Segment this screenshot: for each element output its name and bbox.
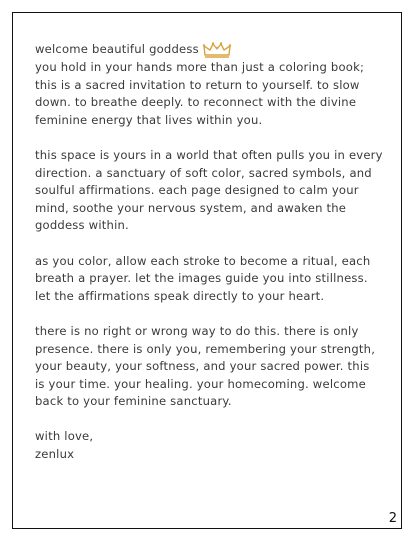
page — [12, 12, 402, 529]
paragraph-presence: there is no right or wrong way to do this. there is only presence. there is only you, remembering your strength, your beauty, your softness, and your sacred power. this is your time. your healing. your homecoming. welcome back to your feminine sanctuary. — [35, 323, 376, 409]
document-body — [35, 41, 383, 464]
signature: zenlux — [35, 447, 75, 462]
closing: with love, — [35, 429, 94, 444]
heading-line — [35, 41, 383, 59]
paragraph-sanctuary: this space is yours in a world that often pulls you in every direction. a sanctuary of soft color, sacred symbols, and soulful affirmations. each page designed to calm your mind, soothe your nervous system, and awaken the goddess within. — [35, 147, 383, 233]
heading: welcome beautiful goddess — [35, 42, 199, 57]
crown-icon — [202, 41, 232, 59]
paragraph-invitation: you hold in your hands more than just a coloring book; this is a sacred invitation to return to yourself. to slow down. to breathe deeply. to reconnect with the divine feminine energy that lives within you. — [35, 60, 365, 127]
spacer — [35, 129, 383, 147]
spacer — [35, 411, 383, 429]
page-number: 2 — [388, 511, 397, 526]
spacer — [35, 235, 383, 253]
paragraph-ritual: as you color, allow each stroke to become a ritual, each breath a prayer. let the images guide you into stillness. let the affirmations speak directly to your heart. — [35, 253, 371, 303]
spacer — [35, 305, 383, 323]
